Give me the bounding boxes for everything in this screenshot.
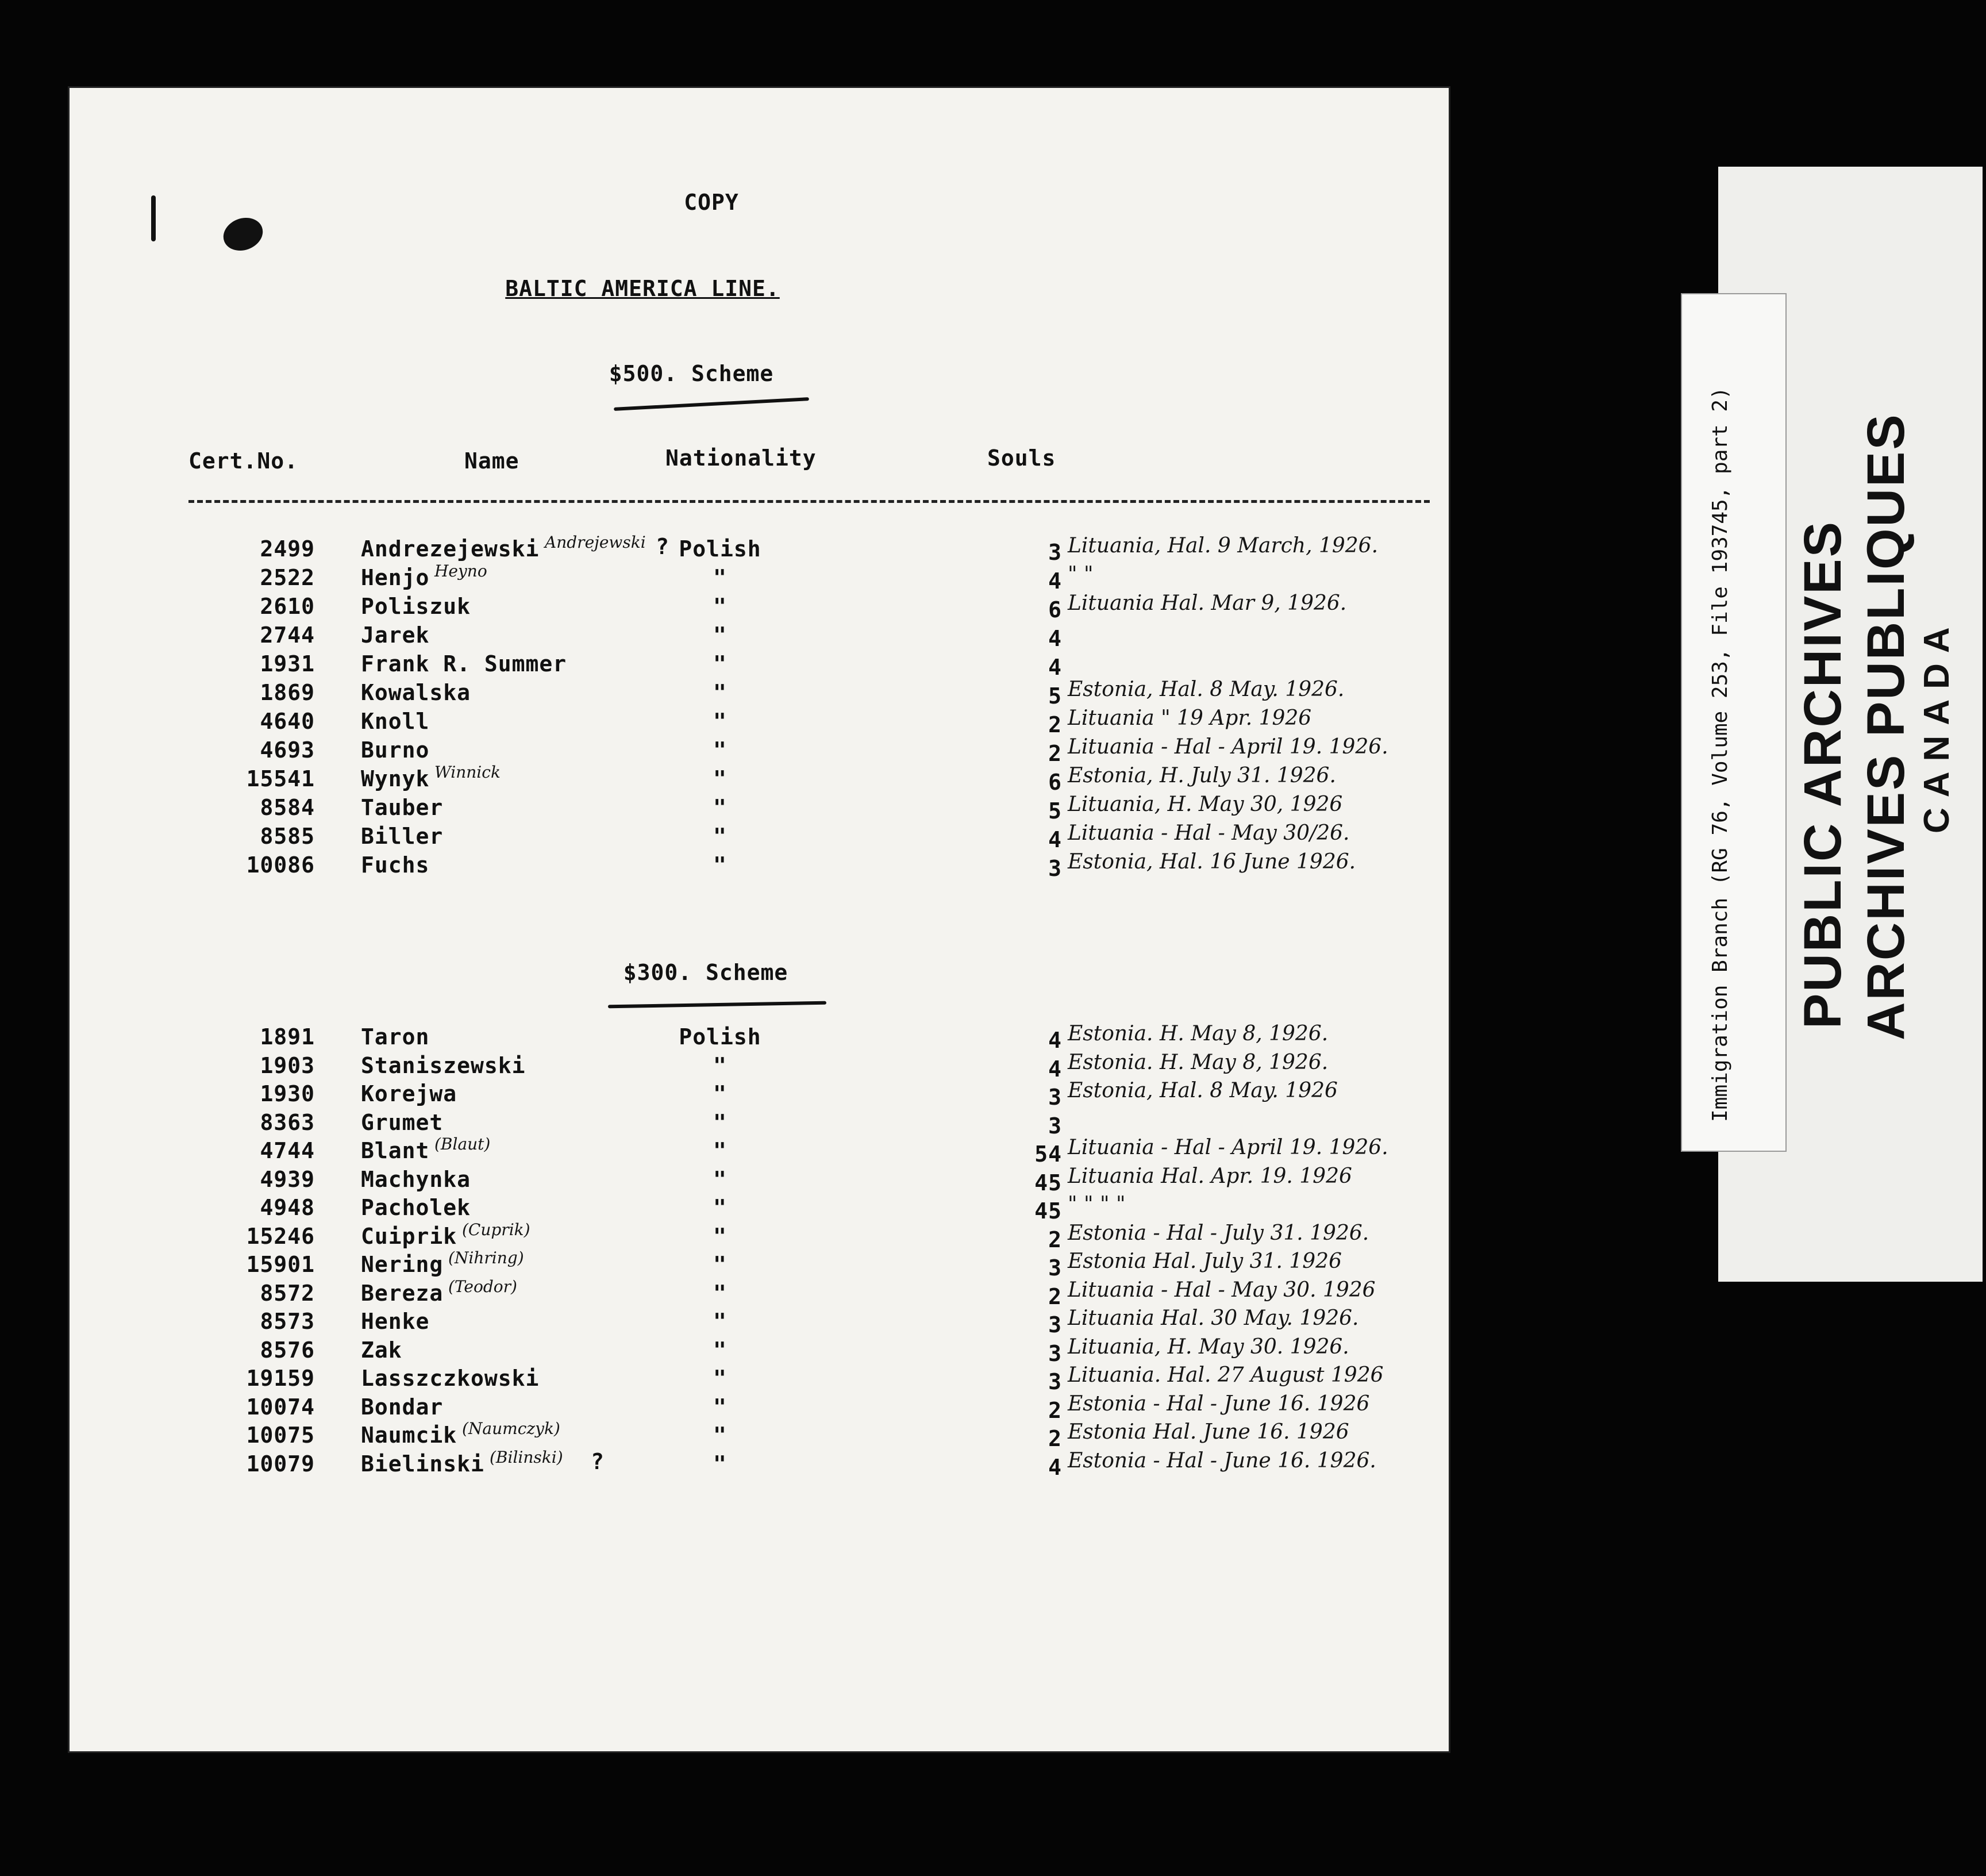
row-cert: 1869 [260,680,315,705]
row-destination-note: Lituania Hal. 30 May. 1926. [1068,1306,1359,1330]
scheme500-underline [614,397,809,411]
row-nationality: " [713,1309,727,1334]
row-souls: 2 [1048,1227,1062,1252]
row-cert: 4948 [260,1195,315,1220]
row-name: Tauber [361,795,444,820]
row-destination-note: Lituania, H. May 30. 1926. [1068,1335,1349,1359]
row-nationality: " [713,1223,727,1249]
row-destination-note: Lituania Hal. Mar 9, 1926. [1068,591,1347,615]
row-cert: 8576 [260,1337,315,1363]
row-cert: 8363 [260,1109,315,1135]
row-name: Zak [361,1337,402,1363]
row-query-mark: ? [656,534,669,559]
row-souls: 2 [1048,712,1062,737]
row-name: Bielinski [361,1451,484,1477]
row-name: Naumcik [361,1423,457,1448]
row-souls: 3 [1048,540,1062,565]
row-cert: 1891 [260,1024,315,1050]
row-name: Machynka [361,1166,471,1192]
row-destination-note: Estonia Hal. June 16. 1926 [1068,1420,1349,1444]
row-destination-note: Lituania - Hal - May 30. 1926 [1068,1278,1376,1302]
document-page [68,86,1450,1753]
row-name: Fuchs [361,852,430,878]
row-nationality: " [713,1366,727,1391]
row-souls: 4 [1048,827,1062,852]
header-divider [188,500,1430,503]
scheme300-underline [608,1001,826,1009]
row-nationality: " [713,1138,727,1163]
row-query-mark: ? [591,1448,605,1474]
row-souls: 45 [1034,1198,1062,1224]
row-souls: 2 [1048,1426,1062,1451]
row-nationality: " [713,1166,727,1192]
row-destination-note: " " " " [1068,1193,1126,1216]
row-name: Grumet [361,1109,444,1135]
row-destination-note: Lituania, H. May 30, 1926 [1068,793,1343,816]
row-cert: 2610 [260,594,315,619]
row-name: Poliszuk [361,594,471,619]
archive-line2: ARCHIVES PUBLIQUES [1857,413,1915,1040]
row-destination-note: Lituania - Hal - May 30/26. [1068,821,1350,845]
row-name: Knoll [361,709,430,734]
row-cert: 4640 [260,709,315,734]
row-name: Jarek [361,622,430,648]
row-cert: 4693 [260,737,315,763]
row-nationality: " [713,824,727,849]
scheme300-title: $300. Scheme [623,960,788,985]
row-nationality: " [713,622,727,648]
row-destination-note: Lituania, Hal. 9 March, 1926. [1068,534,1379,558]
row-souls: 4 [1048,568,1062,594]
row-nationality: " [713,1423,727,1448]
row-nationality: " [713,766,727,791]
row-souls: 2 [1048,741,1062,766]
row-nationality: " [713,680,727,705]
row-destination-note: Estonia, H. July 31. 1926. [1068,764,1336,787]
row-name: Wynyk [361,766,430,791]
row-nationality: " [713,1280,727,1306]
row-name: Pacholek [361,1195,471,1220]
row-nationality: " [713,1451,727,1477]
row-nationality: " [713,852,727,878]
row-souls: 4 [1048,1454,1062,1480]
row-name: Burno [361,737,430,763]
row-cert: 1903 [260,1052,315,1078]
row-cert: 15246 [246,1223,315,1249]
row-nationality: " [713,594,727,619]
row-souls: 3 [1048,1312,1062,1337]
row-name-note: (Cuprik) [462,1220,530,1239]
row-souls: 3 [1048,1369,1062,1394]
row-cert: 8572 [260,1280,315,1306]
row-destination-note: Estonia. H. May 8, 1926. [1068,1022,1329,1045]
row-nationality: " [713,737,727,763]
row-cert: 8573 [260,1309,315,1334]
row-name-note: Andrejewski [545,533,646,552]
row-name-note: Heyno [434,562,487,581]
archive-line3: CANADA [1917,617,1957,833]
row-souls: 3 [1048,1113,1062,1139]
row-souls: 3 [1048,856,1062,881]
row-souls: 4 [1048,1056,1062,1082]
row-cert: 2522 [260,565,315,590]
row-souls: 2 [1048,1283,1062,1309]
row-name: Taron [361,1024,430,1050]
row-cert: 19159 [246,1366,315,1391]
row-destination-note: Lituania. Hal. 27 August 1926 [1068,1363,1384,1387]
row-cert: 4744 [260,1138,315,1163]
row-name: Henjo [361,565,430,590]
row-destination-note: Lituania Hal. Apr. 19. 1926 [1068,1164,1352,1188]
header-cert: Cert.No. [188,448,299,474]
row-name: Nering [361,1252,444,1277]
row-nationality: Polish [679,536,761,562]
row-destination-note: Estonia, Hal. 8 May. 1926. [1068,678,1345,701]
row-nationality: " [713,1195,727,1220]
row-nationality: " [713,795,727,820]
row-name: Henke [361,1309,430,1334]
company-title: BALTIC AMERICA LINE. [505,276,780,301]
row-cert: 10074 [246,1394,315,1420]
row-name-note: (Bilinski) [490,1447,563,1467]
row-cert: 8584 [260,795,315,820]
row-destination-note: Estonia, Hal. 8 May. 1926 [1068,1079,1338,1102]
row-destination-note: Estonia - Hal - June 16. 1926. [1068,1448,1376,1473]
row-cert: 1931 [260,651,315,676]
row-nationality: " [713,1052,727,1078]
row-cert: 2744 [260,622,315,648]
row-name: Frank R. Summer [361,651,567,676]
row-name-note: Winnick [434,763,501,782]
row-destination-note: Estonia Hal. July 31. 1926 [1068,1250,1342,1273]
row-name: Staniszewski [361,1052,526,1078]
row-souls: 5 [1048,798,1062,824]
row-name: Korejwa [361,1081,457,1106]
row-nationality: " [713,1394,727,1420]
header-souls: Souls [987,445,1056,471]
row-name: Blant [361,1138,430,1163]
row-souls: 45 [1034,1170,1062,1195]
row-name: Andrezejewski [361,536,540,562]
row-souls: 3 [1048,1340,1062,1366]
row-souls: 2 [1048,1397,1062,1423]
row-cert: 10075 [246,1423,315,1448]
archive-reference: Immigration Branch (RG 76, Volume 253, File 193745, part 2) [1708,387,1732,1122]
row-cert: 8585 [260,824,315,849]
header-name: Name [464,448,519,474]
row-nationality: " [713,1081,727,1106]
row-cert: 4939 [260,1166,315,1192]
row-souls: 4 [1048,655,1062,680]
row-nationality: " [713,1252,727,1277]
row-name: Bondar [361,1394,444,1420]
row-nationality: Polish [679,1024,761,1050]
row-souls: 6 [1048,597,1062,622]
row-souls: 54 [1034,1141,1062,1167]
row-name: Kowalska [361,680,471,705]
row-destination-note: Lituania - Hal - April 19. 1926. [1068,735,1388,759]
row-destination-note: Estonia - Hal - July 31. 1926. [1068,1221,1369,1245]
mark [151,195,156,241]
row-souls: 4 [1048,626,1062,651]
row-name: Biller [361,824,444,849]
row-souls: 6 [1048,770,1062,795]
row-cert: 10079 [246,1451,315,1477]
ink-blot [219,213,268,256]
scheme500-title: $500. Scheme [609,361,774,386]
row-souls: 3 [1048,1085,1062,1110]
row-cert: 15901 [246,1252,315,1277]
row-nationality: " [713,709,727,734]
row-destination-note: Estonia, Hal. 16 June 1926. [1068,850,1356,874]
row-cert: 10086 [246,852,315,878]
row-name-note: (Naumczyk) [462,1419,560,1438]
row-name-note: (Nihring) [448,1248,524,1267]
row-destination-note: Lituania - Hal - April 19. 1926. [1068,1136,1388,1159]
row-nationality: " [713,1337,727,1363]
row-souls: 5 [1048,683,1062,709]
row-destination-note: Estonia - Hal - June 16. 1926 [1068,1391,1370,1416]
row-nationality: " [713,1109,727,1135]
row-destination-note: Estonia. H. May 8, 1926. [1068,1050,1329,1074]
archive-line1: PUBLIC ARCHIVES [1793,520,1852,1029]
archive-reference-strip [1681,293,1787,1152]
row-cert: 2499 [260,536,315,562]
row-name-note: (Teodor) [448,1277,517,1296]
copy-label: COPY [684,190,739,215]
header-nationality: Nationality [665,445,817,471]
row-name-note: (Blaut) [434,1135,491,1154]
row-destination-note: " " [1068,563,1094,586]
row-name: Bereza [361,1280,444,1306]
row-cert: 15541 [246,766,315,791]
row-name: Cuiprik [361,1223,457,1249]
row-souls: 3 [1048,1255,1062,1281]
row-souls: 4 [1048,1028,1062,1053]
row-destination-note: Lituania " 19 Apr. 1926 [1068,706,1312,730]
row-name: Lasszczkowski [361,1366,540,1391]
row-cert: 1930 [260,1081,315,1106]
row-nationality: " [713,565,727,590]
row-nationality: " [713,651,727,676]
